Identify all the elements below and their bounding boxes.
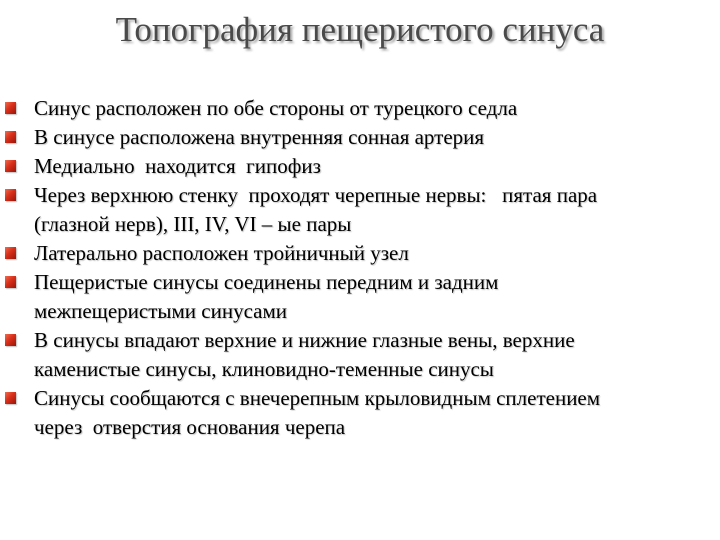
bullet-list: [0, 94, 720, 442]
red-square-bullet-icon: [5, 131, 16, 143]
bullet-item: [0, 239, 720, 268]
bullet-text: Через верхнюю стенку проходят черепные нервы: пятая пара (глазной нерв), III, IV, VI – ые пары: [34, 183, 598, 236]
bullet-item: [0, 181, 720, 239]
bullet-text: Латерально расположен тройничный узел: [34, 241, 409, 265]
bullet-text: Синусы сообщаются с внечерепным крыловидным сплетением через отверстия основания черепа: [34, 386, 601, 439]
bullet-text: В синусе расположена внутренняя сонная артерия: [34, 125, 485, 149]
bullet-text: В синусы впадают верхние и нижние глазные вены, верхние каменистые синусы, клиновидно-теменные синусы: [34, 328, 575, 381]
red-square-bullet-icon: [5, 102, 16, 114]
bullet-text: Медиально находится гипофиз: [34, 154, 321, 178]
red-square-bullet-icon: [5, 160, 16, 172]
red-square-bullet-icon: [5, 189, 16, 201]
bullet-item: [0, 326, 720, 384]
red-square-bullet-icon: [5, 334, 16, 346]
bullet-text: Пещеристые синусы соединены передним и задним межпещеристыми синусами: [34, 270, 499, 323]
red-square-bullet-icon: [5, 392, 16, 404]
bullet-item: [0, 152, 720, 181]
red-square-bullet-icon: [5, 276, 16, 288]
slide-title: Топография пещеристого синуса: [115, 10, 605, 49]
bullet-item: [0, 384, 720, 442]
red-square-bullet-icon: [5, 247, 16, 259]
bullet-text: Синус расположен по обе стороны от турецкого седла: [34, 96, 518, 120]
bullet-item: [0, 94, 720, 123]
bullet-item: [0, 123, 720, 152]
bullet-item: [0, 268, 720, 326]
